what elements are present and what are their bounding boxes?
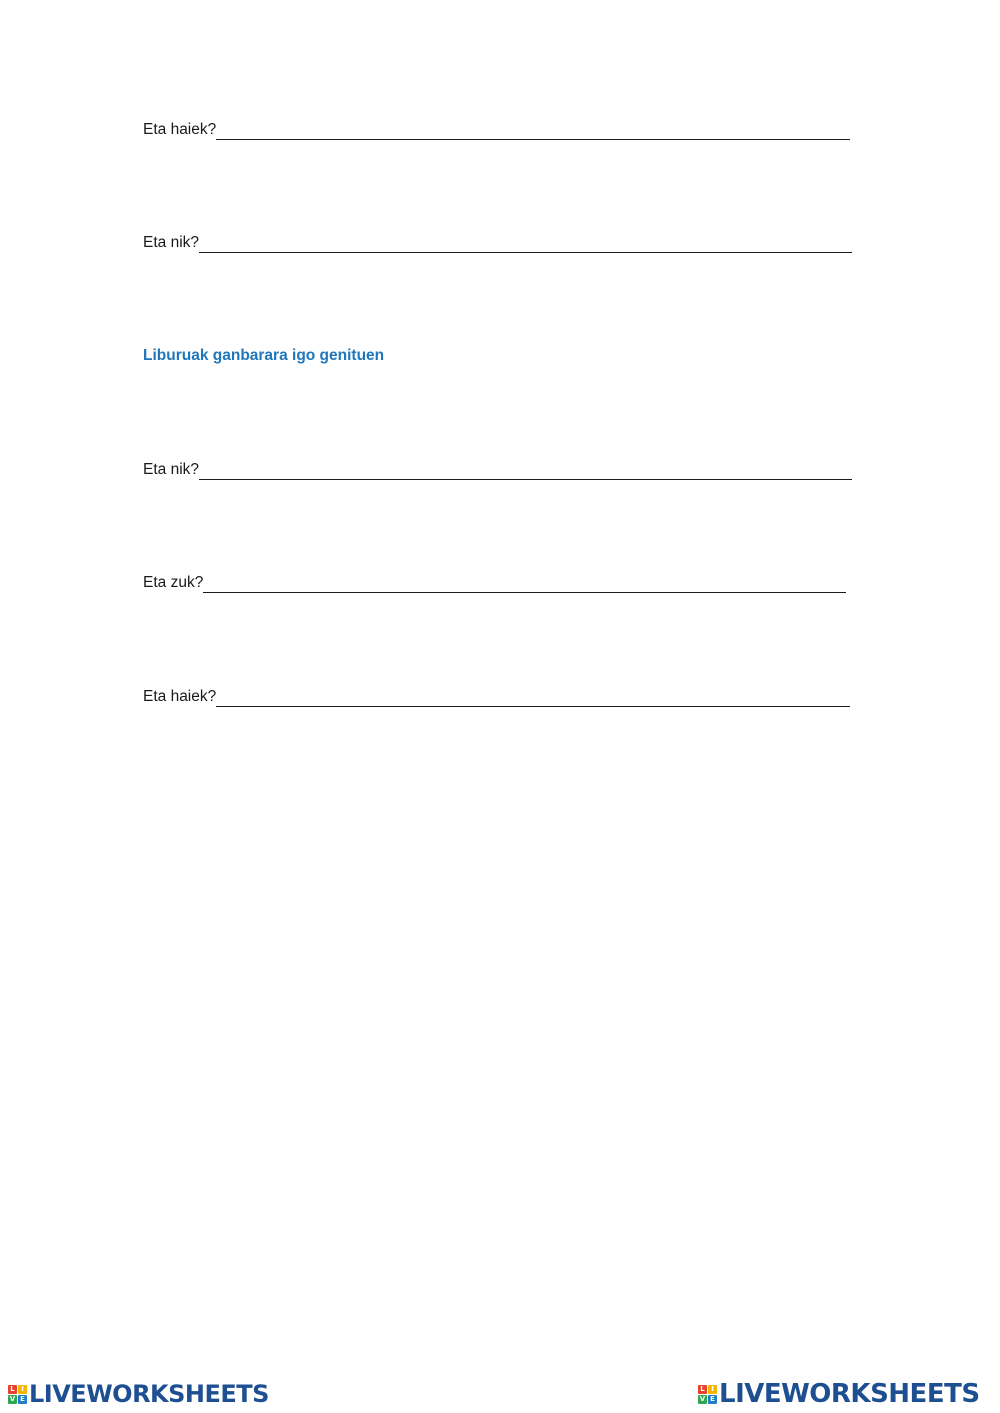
answer-line-haiek-1 — [143, 120, 850, 140]
logo-letter: L — [698, 1385, 707, 1394]
logo-letter: L — [8, 1385, 17, 1394]
question-prompt: Eta haiek? — [143, 688, 217, 705]
question-prompt: Eta nik? — [143, 234, 200, 251]
section-heading: Liburuak ganbarara igo genituen — [143, 347, 385, 364]
answer-blank[interactable] — [203, 578, 846, 593]
answer-blank[interactable] — [216, 692, 850, 707]
logo-letter: E — [708, 1395, 717, 1404]
answer-line-haiek-2 — [143, 687, 850, 707]
logo-letter: V — [9, 1395, 16, 1403]
logo-blocks-icon — [698, 1385, 717, 1404]
question-prompt: Eta haiek? — [143, 121, 217, 138]
logo-wordmark: LIVEWORKSHEETS — [719, 1379, 980, 1409]
answer-line-zuk — [143, 573, 846, 593]
logo-letter: V — [699, 1395, 706, 1403]
question-prompt: Eta nik? — [143, 461, 200, 478]
logo-letter: I — [708, 1385, 717, 1394]
liveworksheets-logo-left — [8, 1379, 269, 1409]
answer-blank[interactable] — [216, 125, 850, 140]
answer-blank[interactable] — [199, 238, 852, 253]
logo-wordmark: LIVEWORKSHEETS — [29, 1380, 269, 1408]
liveworksheets-logo-right — [698, 1379, 980, 1409]
answer-line-nik-2 — [143, 460, 852, 480]
logo-letter: I — [18, 1385, 27, 1394]
question-prompt: Eta zuk? — [143, 574, 204, 591]
logo-letter: E — [18, 1395, 27, 1404]
answer-blank[interactable] — [199, 465, 852, 480]
logo-blocks-icon — [8, 1385, 27, 1404]
answer-line-nik-1 — [143, 233, 852, 253]
